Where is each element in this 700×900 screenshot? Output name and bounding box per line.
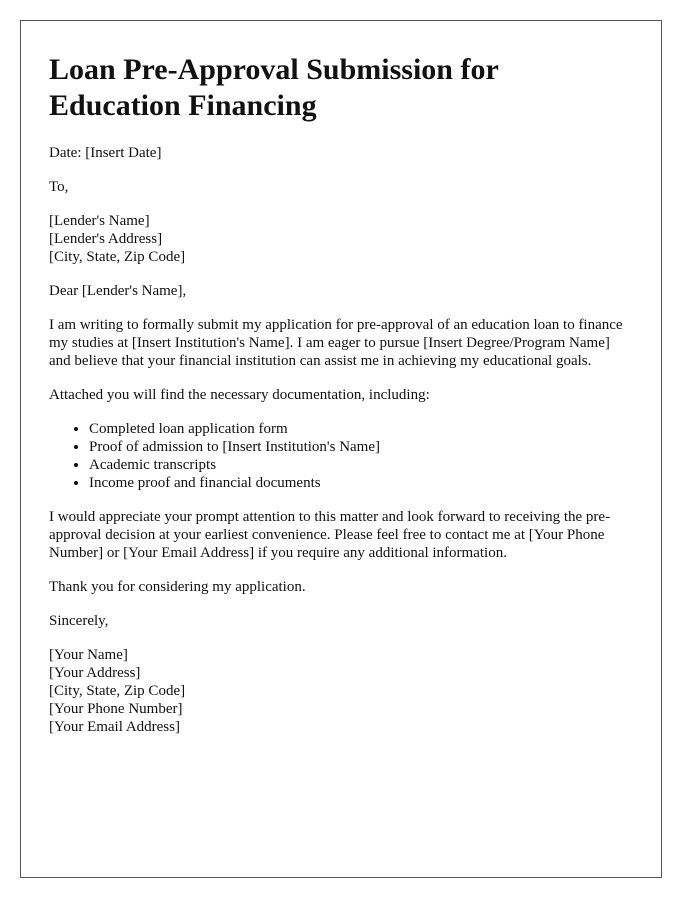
- body-paragraph-1: I am writing to formally submit my application for pre-approval of an education loan to finance my studies at [Insert Institution's Name]. I am eager to pursue [Insert Degree/Program Name] and believe that your financial institution can assist me in achieving my educational goals.: [49, 317, 623, 369]
- recipient-city: [City, State, Zip Code]: [49, 249, 186, 265]
- letter-title: Loan Pre-Approval Submission for Education Financing: [49, 53, 499, 122]
- list-item: • Completed loan application form: [89, 420, 633, 438]
- signature-email: [Your Email Address]: [49, 719, 180, 735]
- signature-city: [City, State, Zip Code]: [49, 683, 186, 699]
- date-line: Date: [Insert Date]: [49, 145, 162, 161]
- letter-page: [20, 20, 662, 878]
- documents-list: [49, 420, 633, 492]
- signature-phone: [Your Phone Number]: [49, 701, 183, 717]
- salutation: Dear [Lender's Name],: [49, 283, 187, 299]
- signature-address: [Your Address]: [49, 665, 141, 681]
- signature-block: [49, 646, 633, 736]
- signature-name: [Your Name]: [49, 647, 128, 663]
- body-paragraph-4: Thank you for considering my application.: [49, 579, 306, 595]
- to-line: To,: [49, 179, 69, 195]
- list-item: • Proof of admission to [Insert Institution's Name]: [89, 438, 633, 456]
- list-item: • Academic transcripts: [89, 456, 633, 474]
- closing: Sincerely,: [49, 613, 109, 629]
- body-paragraph-2: Attached you will find the necessary documentation, including:: [49, 387, 430, 403]
- recipient-name: [Lender's Name]: [49, 213, 150, 229]
- recipient-address: [49, 212, 633, 266]
- recipient-street: [Lender's Address]: [49, 231, 163, 247]
- body-paragraph-3: I would appreciate your prompt attention to this matter and look forward to receiving the pre-approval decision at your earliest convenience. Please feel free to contact me at [Your Phone Number] or [Your Email Address] if you require any additional information.: [49, 509, 611, 561]
- list-item: • Income proof and financial documents: [89, 474, 633, 492]
